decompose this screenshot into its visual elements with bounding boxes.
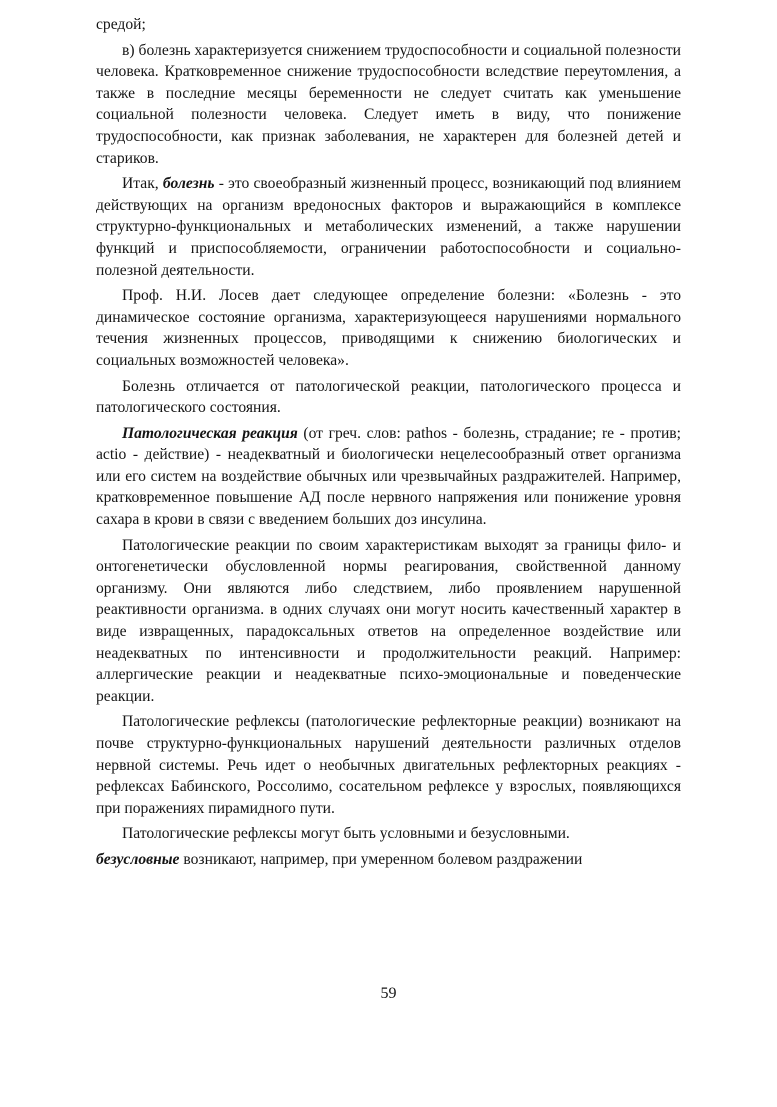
paragraph-continuation — [96, 14, 681, 36]
term-disease: болезнь — [162, 175, 215, 193]
term-unconditioned: безусловные — [96, 850, 180, 868]
paragraph-pathological-reaction — [96, 423, 681, 531]
paragraph-disability-criterion — [96, 40, 681, 170]
paragraph-text: Патологические рефлексы (патологические рефлекторные реакции) возникают на почве структурно-функциональных нарушений деятельности различных отделов нервной системы. Речь идет о необычных двигательных рефлекторных реакциях - рефлексах Бабинского, Россолимо, сосательном рефлексе у взрослых, появляющихся при поражениях пирамидного пути. — [96, 713, 681, 817]
document-page — [96, 14, 681, 875]
paragraph-text-post: (от греч. слов: pathos - болезнь, страдание; re - против; actio - действие) - неадекватный и биологически нецелесообразный ответ организма или его систем на воздействие обычных или чрезвычайных раздражителей. Например, кратковременное повышение АД после нервного напряжения или понижение уровня сахара в крови в связи с введением больших доз инсулина. — [96, 424, 681, 529]
paragraph-unconditioned — [96, 849, 681, 871]
paragraph-losev-definition — [96, 285, 681, 371]
paragraph-text: Патологические рефлексы могут быть условными и безусловными. — [122, 825, 570, 843]
paragraph-text: в) болезнь характеризуется снижением трудоспособности и социальной полезности человека. Кратковременное снижение трудоспособности вследствие переутомления, а также в последние месяцы беременности не следует считать как уменьшение социальной полезности человека. Следует иметь в виду, что понижение трудоспособности, как признак заболевания, не характерен для болезней детей и стариков. — [96, 41, 681, 167]
paragraph-text: Болезнь отличается от патологической реакции, патологического процесса и патологического состояния. — [96, 377, 681, 417]
paragraph-text-post: - это своеобразный жизненный процесс, возникающий под влиянием действующих на организм вредоносных факторов и выражающийся в комплексе структурно-функциональных и метаболических изменений, а также нарушении функций и приспособляемости, ограничении работоспособности и социально-полезной деятельности. — [96, 175, 681, 279]
paragraph-disease-definition — [96, 173, 681, 281]
page-number: 59 — [380, 985, 397, 1002]
paragraph-reaction-characteristics — [96, 535, 681, 708]
paragraph-text-pre: Итак, — [122, 175, 163, 193]
paragraph-text: Патологические реакции по своим характеристикам выходят за границы фило- и онтогенетически обусловленной нормы реагирования, свойственной данному организму. Они являются либо следствием, либо проявлением нарушенной реактивности организма. в одних случаях они могут носить качественный характер в виде извращенных, парадоксальных ответов на определенное воздействие или неадекватных по интенсивности и продолжительности реакций. Например: аллергические реакции и неадекватные психо-эмоциональные и поведенческие реакции. — [96, 536, 681, 705]
term-pathological-reaction: Патологическая реакция — [122, 424, 298, 442]
paragraph-text: средой; — [96, 16, 146, 33]
paragraph-text-post: возникают, например, при умеренном болевом раздражении — [179, 850, 583, 868]
paragraph-disease-difference — [96, 376, 681, 419]
paragraph-reflex-types — [96, 823, 681, 845]
paragraph-text: Проф. Н.И. Лосев дает следующее определение болезни: «Болезнь - это динамическое состояние организма, характеризующееся нарушениями нормального течения жизненных процессов, приводящими к снижению биологических и социальных возможностей человека». — [96, 287, 681, 369]
paragraph-pathological-reflexes — [96, 711, 681, 819]
